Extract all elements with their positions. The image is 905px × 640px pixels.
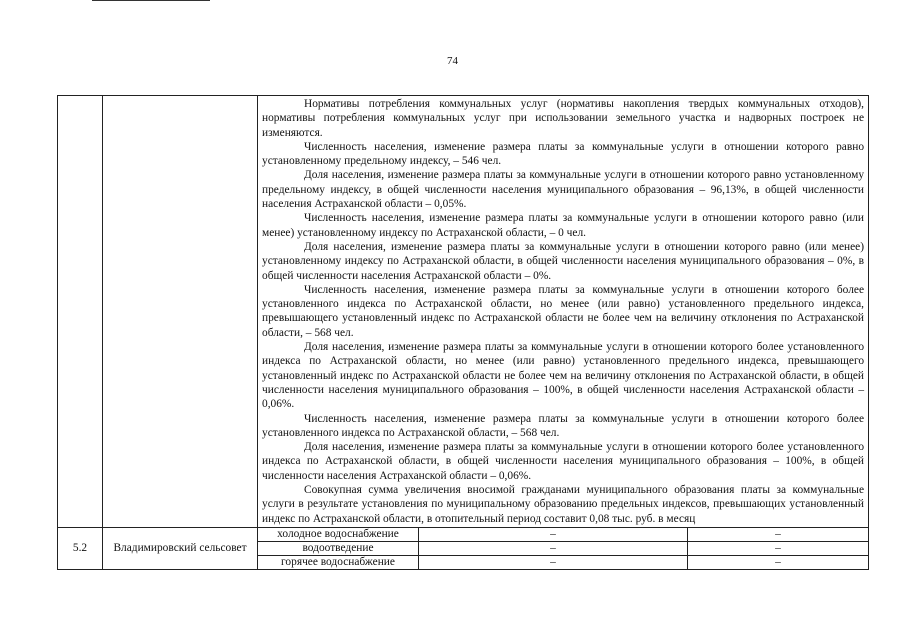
municipality-cell-empty bbox=[103, 96, 258, 528]
service-value: – bbox=[688, 555, 869, 569]
paragraph: Доля населения, изменение размера платы за коммунальные услуги в отношении которого более установленного индекса по Астраханской области, в общей численности населения муниципального образования – 100%, в общей численности населения Астраханской области – 0,06%. bbox=[262, 441, 865, 482]
service-value: – bbox=[419, 527, 688, 541]
number-cell-empty bbox=[58, 96, 103, 528]
service-name: холодное водоснабжение bbox=[258, 527, 419, 541]
paragraph: Доля населения, изменение размера платы за коммунальные услуги в отношении которого более установленного индекса по Астраханской области, но менее (или равно) установленного предельного индекса, превышающего установленный индекс по Астраханской области не более чем на величину отклонения по Астраханской области, в общей численности населения муниципального образования – 100%, в общей численности населения Астраханской области – 0,06%. bbox=[262, 341, 865, 411]
paragraph: Доля населения, изменение размера платы за коммунальные услуги в отношении которого равно установленному предельному индексу, в общей численности населения муниципального образования – 96,13%, в общей численности населения Астраханской области – 0,05%. bbox=[262, 169, 865, 211]
paragraph: Доля населения, изменение размера платы за коммунальные услуги в отношении которого равно (или менее) установленному индексу по Астраханской области, в общей численности населения муниципального образования – 0%, в общей численности населения Астраханской области – 0%. bbox=[262, 240, 865, 282]
page-number: 74 bbox=[447, 55, 458, 67]
paragraph: Численность населения, изменение размера платы за коммунальные услуги в отношении которого равно (или менее) установленному индексу по Астраханской области, – 0 чел. bbox=[262, 212, 865, 239]
municipality-name: Владимировский сельсовет bbox=[103, 527, 258, 569]
service-name: горячее водоснабжение bbox=[258, 555, 419, 569]
service-name: водоотведение bbox=[258, 541, 419, 555]
description-cell bbox=[258, 96, 869, 528]
paragraph: Численность населения, изменение размера платы за коммунальные услуги в отношении которого более установленного индекса по Астраханской области, но менее (или равно) установленного предельного индекса, превышающего установленный индекс по Астраханской области не более чем на величину отклонения по Астраханской области, – 568 чел. bbox=[262, 283, 865, 339]
paragraph: Численность населения, изменение размера платы за коммунальные услуги в отношении которого равно установленному предельному индексу, – 546 чел. bbox=[262, 140, 865, 168]
description-row bbox=[58, 96, 869, 528]
service-value: – bbox=[688, 527, 869, 541]
paragraph: Численность населения, изменение размера платы за коммунальные услуги в отношении которого более установленного индекса по Астраханской области, – 568 чел. bbox=[262, 412, 865, 439]
top-rule bbox=[92, 0, 210, 1]
service-value: – bbox=[419, 541, 688, 555]
table-row bbox=[58, 527, 869, 541]
service-value: – bbox=[419, 555, 688, 569]
row-number: 5.2 bbox=[58, 527, 103, 569]
document-table bbox=[57, 95, 869, 570]
paragraph: Совокупная сумма увеличения вносимой гражданами муниципального образования платы за коммунальные услуги в результате установления по муниципальному образованию предельных индексов, превышающих установленный индекс по Астраханской области, в отопительный период составит 0,08 тыс. руб. в месяц bbox=[262, 484, 865, 525]
service-value: – bbox=[688, 541, 869, 555]
paragraph: Нормативы потребления коммунальных услуг (нормативы накопления твердых коммунальных отходов), нормативы потребления коммунальных услуг при использовании земельного участка и надворных построек не изменяются. bbox=[262, 98, 865, 139]
